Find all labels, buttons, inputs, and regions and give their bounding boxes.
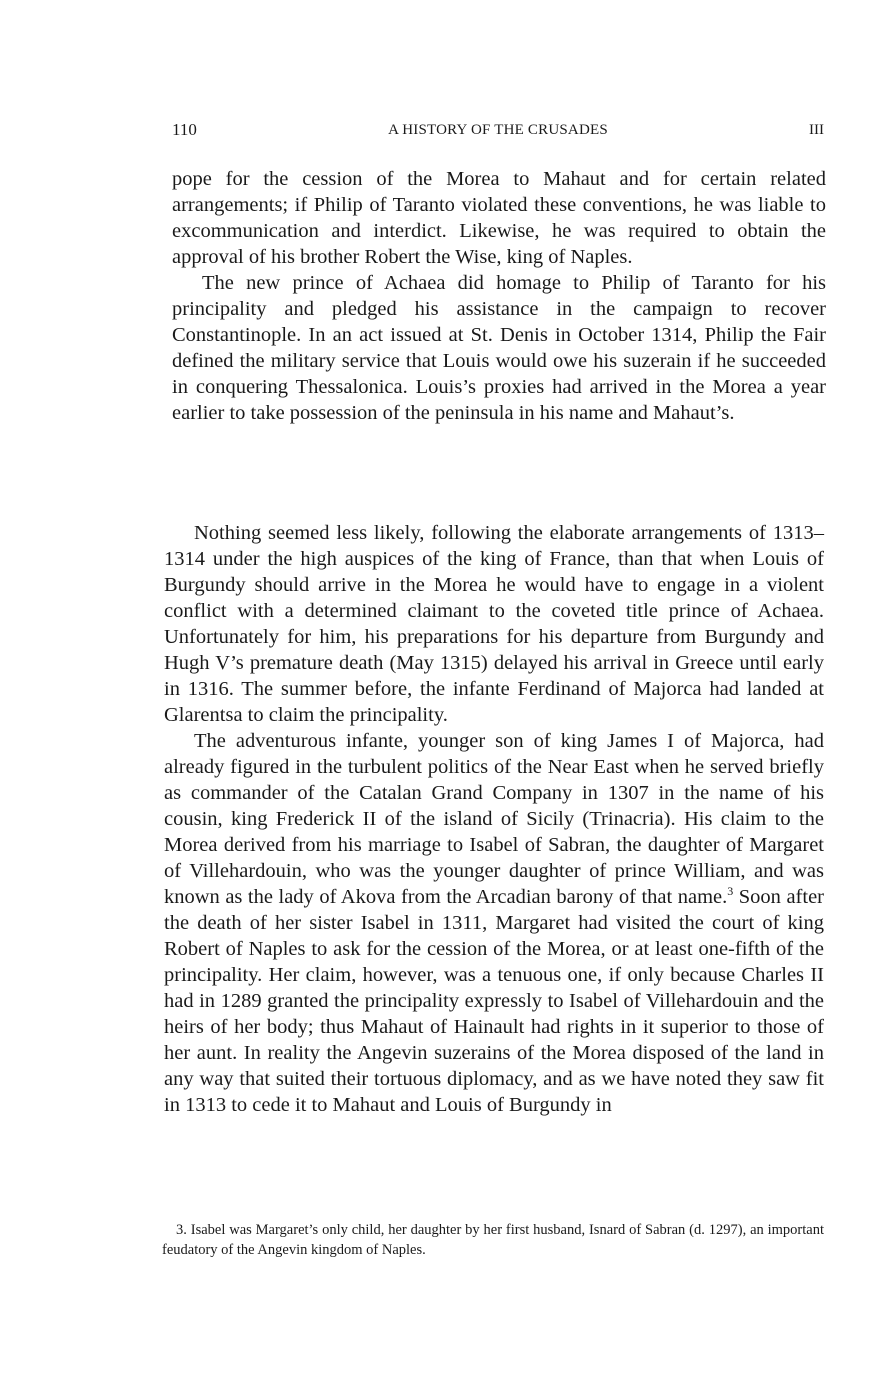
running-head xyxy=(172,120,824,144)
paragraph xyxy=(164,728,824,1118)
running-title: A HISTORY OF THE CRUSADES xyxy=(388,122,608,138)
text-block-lower xyxy=(164,520,824,1118)
paragraph: The new prince of Achaea did homage to Philip of Taranto for his principality and pledged his assistance in the campaign to recover Constantinople. In an act issued at St. Denis in October 1314, Philip the Fair defined the military service that Louis would owe his suzerain if he succeeded in conquering Thessalonica. Louis’s proxies had arrived in the Morea a year earlier to take possession of the peninsula in his name and Mahaut’s. xyxy=(172,272,826,424)
paragraph-text: Soon after the death of her sister Isabel in 1311, Margaret had visited the court of king Robert of Naples to ask for the cession of the Morea, or at least one-fifth of the principality. Her claim, however, was a tenuous one, if only because Charles II had in 1289 granted the principality expressly to Isabel of Villehardouin and the heirs of her body; thus Mahaut of Hainault had rights in it superior to those of her aunt. In reality the Angevin suzerains of the Morea disposed of the land in any way that suited their tortuous diplomacy, and as we have noted they saw fit in 1313 to cede it to Mahaut and Louis of Burgundy in xyxy=(164,886,824,1116)
footnote-reference: 3 xyxy=(727,884,734,899)
footnote: 3. Isabel was Margaret’s only child, her daughter by her first husband, Isnard of Sabran (d. 1297), an important feudatory of the Angevin kingdom of Naples. xyxy=(162,1222,824,1258)
volume-number: III xyxy=(809,122,824,138)
paragraph: pope for the cession of the Morea to Mahaut and for certain related arrangements; if Philip of Taranto violated these conventions, he was liable to excommunication and interdict. Likewise, he was required to obtain the approval of his brother Robert the Wise, king of Naples. xyxy=(172,168,826,268)
paragraph-text: The adventurous infante, younger son of king James I of Majorca, had already figured in the turbulent politics of the Near East when he served briefly as commander of the Catalan Grand Company in 1307 in the name of his cousin, king Frederick II of the island of Sicily (Trinacria). His claim to the Morea derived from his marriage to Isabel of Sabran, the daughter of Margaret of Villehardouin, who was the younger daughter of prince William, and was known as the lady of Akova from the Arcadian barony of that name. xyxy=(164,730,824,908)
paragraph: Nothing seemed less likely, following the elaborate arrangements of 1313–1314 under the high auspices of the king of France, than that when Louis of Burgundy should arrive in the Morea he would have to engage in a violent conflict with a determined claimant to the coveted title prince of Achaea. Unfortunately for him, his preparations for his departure from Burgundy and Hugh V’s premature death (May 1315) delayed his arrival in Greece until early in 1316. The summer before, the infante Ferdinand of Majorca had landed at Glarentsa to claim the principality. xyxy=(164,522,824,726)
footnotes xyxy=(162,1220,824,1260)
text-block-upper xyxy=(172,166,826,426)
page-number: 110 xyxy=(172,120,197,139)
